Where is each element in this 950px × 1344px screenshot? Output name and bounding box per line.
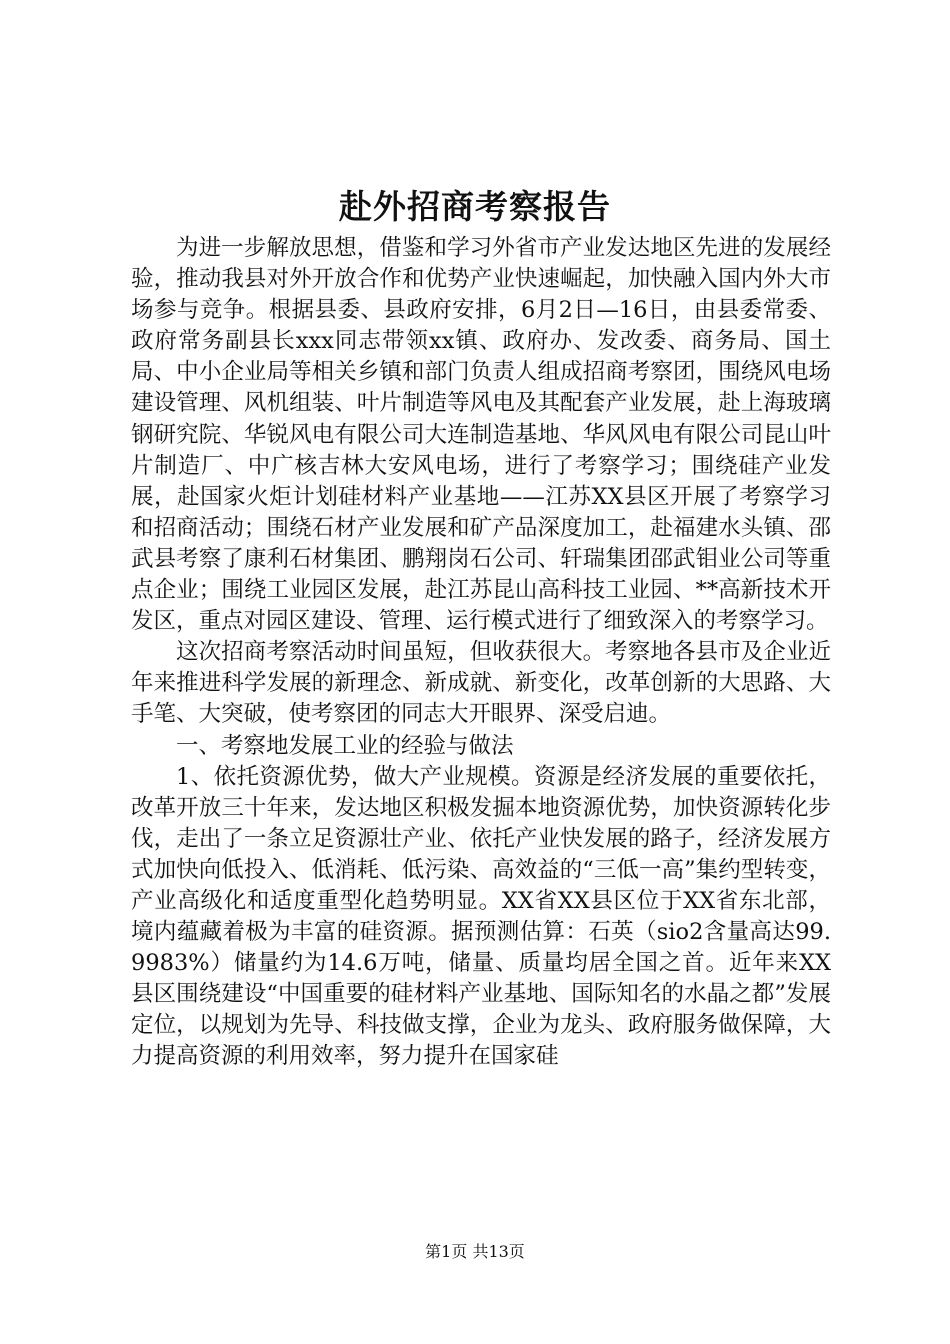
document-body — [131, 233, 831, 1073]
page-number-footer: 第1页 共13页 — [425, 1242, 525, 1261]
section-heading: 一、考察地发展工业的经验与做法 — [176, 732, 514, 759]
body-paragraph-3: 1、依托资源优势，做大产业规模。资源是经济发展的重要依托，改革开放三十年来，发达地区积极发掘本地资源优势，加快资源转化步伐，走出了一条立足资源壮产业、依托产业快发展的路子，经济发展方式加快向低投入、低消耗、低污染、高效益的“三低一高”集约型转变，产业高级化和适度重型化趋势明显。XX省XX县区位于XX省东北部，境内蕴藏着极为丰富的硅资源。据预测估算：石英（sio2含量高达99.9983%）储量约为14.6万吨，储量、质量均居全国之首。近年来XX县区围绕建设“中国重要的硅材料产业基地、国际知名的水晶之都”发展定位，以规划为先导、科技做支撑，企业为龙头、政府服务做保障，大力提高资源的利用效率，努力提升在国家硅 — [131, 763, 831, 1070]
body-paragraph-2: 这次招商考察活动时间虽短，但收获很大。考察地各县市及企业近年来推进科学发展的新理念、新成就、新变化，改革创新的大思路、大手笔、大突破，使考察团的同志大开眼界、深受启迪。 — [131, 639, 831, 728]
body-paragraph-1: 为进一步解放思想，借鉴和学习外省市产业发达地区先进的发展经验，推动我县对外开放合作和优势产业快速崛起，加快融入国内外大市场参与竞争。根据县委、县政府安排，6月2日—16日，由县委常委、政府常务副县长xxx同志带领xx镇、政府办、发改委、商务局、国土局、中小企业局等相关乡镇和部门负责人组成招商考察团，围绕风电场建设管理、风机组装、叶片制造等风电及其配套产业发展，赴上海玻璃钢研究院、华锐风电有限公司大连制造基地、华风风电有限公司昆山叶片制造厂、中广核吉林大安风电场，进行了考察学习；围绕硅产业发展，赴国家火炬计划硅材料产业基地——江苏XX县区开展了考察学习和招商活动；围绕石材产业发展和矿产品深度加工，赴福建水头镇、邵武县考察了康利石材集团、鹏翔岗石公司、轩瑞集团邵武钼业公司等重点企业；围绕工业园区发展，赴江苏昆山高科技工业园、**高新技术开发区，重点对园区建设、管理、运行模式进行了细致深入的考察学习。 — [131, 235, 831, 635]
document-title: 赴外招商考察报告 — [339, 187, 611, 226]
